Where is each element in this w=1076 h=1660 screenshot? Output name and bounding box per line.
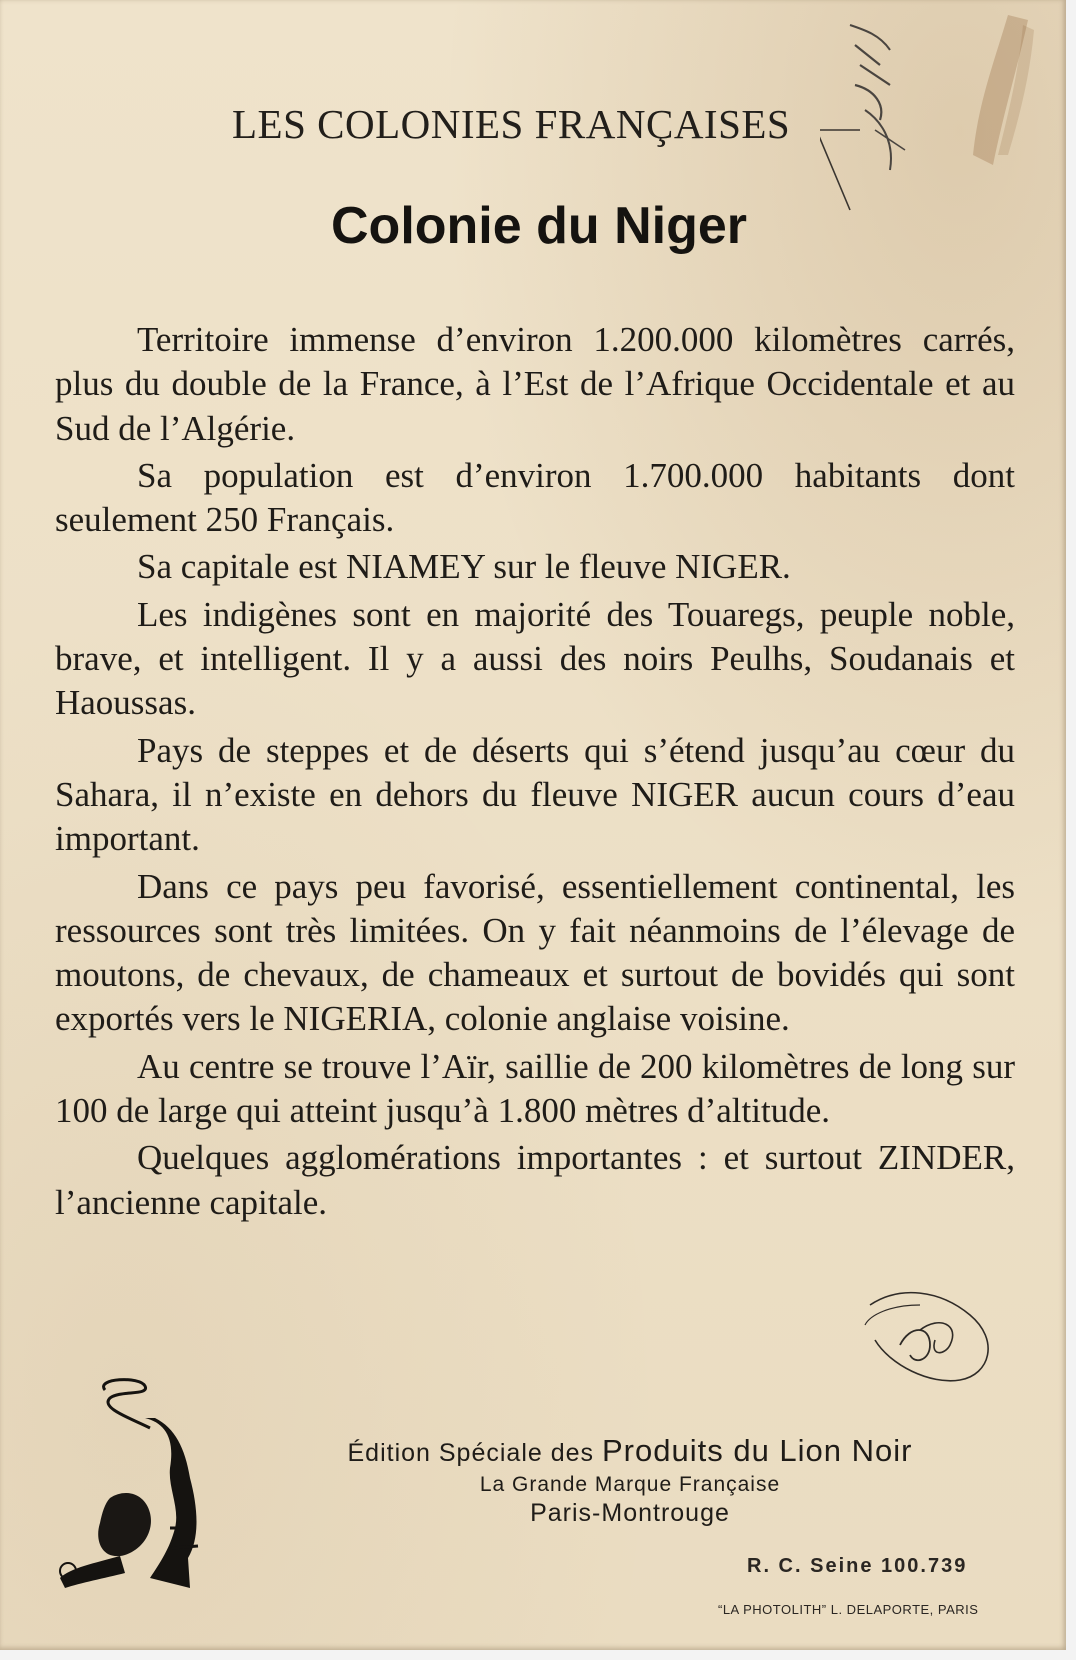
paragraph-people: Les indigènes sont en majorité des Touaregs, peuple noble, brave, et intelligent. Il y a aussi des noirs Peulhs, Soudanais et Haoussas. — [55, 594, 1015, 723]
printer-credit: “LA PHOTOLITH” L. DELAPORTE, PARIS — [718, 1602, 979, 1617]
edition-prefix: Édition Spéciale des — [347, 1439, 595, 1467]
brand-tagline: La Grande Marque Française — [479, 1473, 781, 1496]
paragraph-capital: Sa capitale est NIAMEY sur le fleuve NIGER. — [137, 547, 791, 587]
series-heading: LES COLONIES FRANÇAISES — [232, 101, 791, 147]
paragraph-air: Au centre se trouve l’Aïr, saillie de 200 kilomètres de long sur 100 de large qui atteint jusqu’à 1.800 mètres d’altitude. — [55, 1046, 1015, 1131]
description-body — [55, 318, 1015, 1228]
brand-name: Produits du Lion Noir — [602, 1433, 913, 1468]
black-lion-icon — [50, 1378, 210, 1603]
brand-location: Paris-Montrouge — [530, 1499, 730, 1527]
edition-line — [290, 1433, 970, 1469]
paragraph-territory: Territoire immense d’environ 1.200.000 kilomètres carrés, plus du double de la France, à l’Est de l’Afrique Occidentale et au Sud de l’Algérie. — [55, 320, 1015, 448]
registration-number: R. C. Seine 100.739 — [747, 1555, 968, 1577]
paragraph-geography: Pays de steppes et de déserts qui s’étend jusqu’au cœur du Sahara, il n’existe en dehors du fleuve NIGER aucun cours d’eau important. — [55, 730, 1015, 859]
signature-scribble-icon — [860, 1285, 1010, 1400]
page-title: Colonie du Niger — [331, 197, 747, 255]
paragraph-cities: Quelques agglomérations importantes : et surtout ZINDER, l’ancienne capitale. — [55, 1138, 1015, 1222]
edition-block — [290, 1433, 970, 1528]
pencil-annotation-icon — [820, 10, 960, 225]
paragraph-population: Sa population est d’environ 1.700.000 habitants dont seulement 250 Français. — [55, 455, 1015, 540]
paragraph-economy: Dans ce pays peu favorisé, essentiellement continental, les ressources sont très limitées. On y fait néanmoins de l’élevage de moutons, de chevaux, de chameaux et surtout de bovidés qui sont exportés vers le NIGERIA, colonie anglaise voisine. — [55, 866, 1015, 1039]
